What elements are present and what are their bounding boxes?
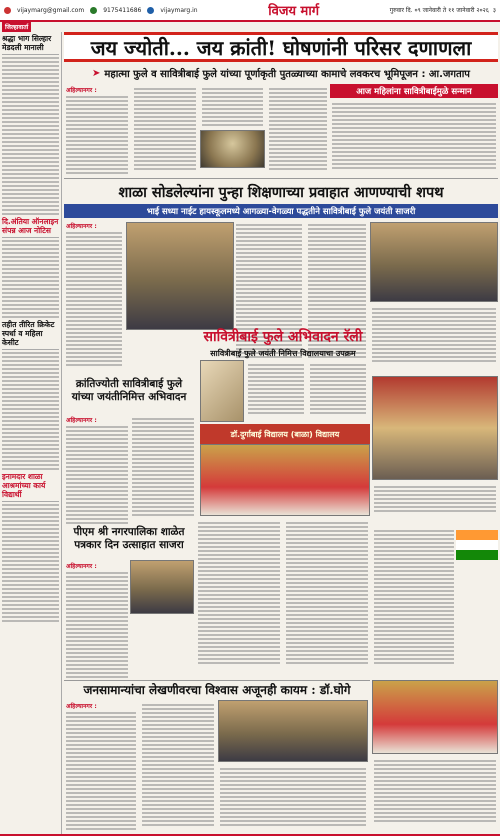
site-text: vijaymarg.in [160, 6, 198, 14]
story6-headline: जनसामान्यांचा लेखणीवरचा विश्वास अजूनही कायम : डॉ.घोगे [64, 680, 370, 698]
story4-headline: क्रांतिज्योती सावित्रीबाई फुले यांच्या जयंतीनिमित्त अभिवादन [71, 378, 187, 403]
page-number: ३ [492, 7, 496, 14]
story3-col-1 [246, 360, 306, 422]
masthead-title: विजय मार्ग [268, 4, 320, 19]
story6-photo [218, 700, 368, 762]
story6-col-1 [64, 700, 138, 834]
story6-col-3 [218, 764, 368, 834]
main-story-col-2 [132, 84, 198, 176]
story2-band: भाई सध्या नाईट हायस्कूलमध्ये आगळ्या-वेगळ्या पद्धतीने सावित्रीबाई फुले जयंती साजरी [64, 204, 498, 218]
main-headline-box [64, 32, 498, 62]
main-story-col-4 [267, 84, 329, 176]
left-headline-3: तहीत तीरित क्रिकेट स्पर्धा व महिला केसीट [2, 320, 59, 350]
story3-col-2 [308, 360, 368, 422]
right-banner-headline: आज महिलांना सावित्रीबाईमुळे सन्मान [330, 84, 498, 98]
main-subheadline-box [64, 65, 498, 81]
story2-col-1 [64, 220, 124, 370]
story6-byline: अहिल्यानगर : [66, 703, 97, 710]
story3-col-4 [284, 518, 370, 678]
contact-bar [0, 7, 198, 14]
story5-byline: अहिल्यानगर : [66, 563, 97, 570]
top-strip [0, 0, 500, 22]
phone-text: 9175411686 [103, 6, 142, 14]
story2-col-4 [370, 304, 498, 374]
story-right-photo-1 [372, 376, 498, 480]
main-subheadline: महात्मा फुले व सावित्रीबाई फुले यांच्या पूर्णाकृती पुतळ्याच्या कामाचे लवकरच भूमिपूजन : आ.जगताप [104, 69, 470, 80]
phone-icon [90, 7, 97, 14]
story4-col-1 [64, 414, 130, 524]
left-headline-1: श्रद्धा भाग सिल्हार मेडदली मानाली [2, 34, 59, 55]
issue-date: गुरुवार दि. ०९ जानेवारी ते ११ जानेवारी २०२६ [389, 7, 489, 14]
left-headline-4: इनामदार शाळा आश्रमांच्या कार्य विद्यार्थी [2, 472, 59, 502]
mail-icon [4, 7, 11, 14]
arrow-icon: ➤ [92, 67, 101, 79]
school-banner: डॉ.दुर्गाबाई विद्यालय (बाळा) विद्यालय [200, 424, 370, 444]
statue-photo [200, 130, 265, 168]
story5-col-1 [64, 560, 130, 680]
story2-byline: अहिल्यानगर : [66, 223, 97, 230]
story3-subheadline: सावित्रीबाई फुले जयंती निमित्त विद्यालयाचा उपक्रम [210, 347, 356, 358]
rally-photo [200, 444, 370, 516]
story4-byline: अहिल्यानगर : [66, 417, 97, 424]
left-headline-2: दि.अंतिया ऑनलाइन संपन्न आज नोटिस [2, 217, 59, 238]
story-right-col-2 [372, 526, 456, 676]
story2-photo-1 [126, 222, 234, 330]
left-column [0, 32, 62, 836]
main-story-col-3 [200, 84, 265, 130]
main-story-col-1 [64, 84, 130, 176]
story-right-col-1 [372, 482, 498, 522]
story3-col-3 [196, 518, 282, 678]
story5-headline: पीएम श्री नगरपालिका शाळेत पत्रकार दिन उत्साहात साजरा [73, 526, 185, 551]
story-right-col-3 [372, 756, 498, 834]
story4-col-2 [130, 414, 196, 524]
story-right-photo-2 [372, 680, 498, 754]
main-headline: जय ज्योती... जय क्रांती! घोषणांनी परिसर दणाणला [90, 35, 472, 60]
section-tag: जिल्हावार्ता [2, 22, 31, 32]
web-icon [147, 7, 154, 14]
story2-photo-2 [370, 222, 498, 302]
savitribai-portrait [200, 360, 244, 422]
byline: अहिल्यानगर : [66, 87, 97, 94]
story5-photo [130, 560, 194, 614]
right-banner-story [330, 99, 498, 177]
flag-image [456, 530, 498, 560]
left-body-1 [2, 57, 59, 215]
story3-headline: सावित्रीबाई फुले अभिवादन रॅली [203, 328, 363, 345]
story2-headline: शाळा सोडलेल्यांना पुन्हा शिक्षणाच्या प्रवाहात आणण्याची शपथ [64, 178, 498, 204]
email-text: vijaymarg@gmail.com [17, 6, 85, 14]
story6-col-2 [140, 700, 216, 834]
